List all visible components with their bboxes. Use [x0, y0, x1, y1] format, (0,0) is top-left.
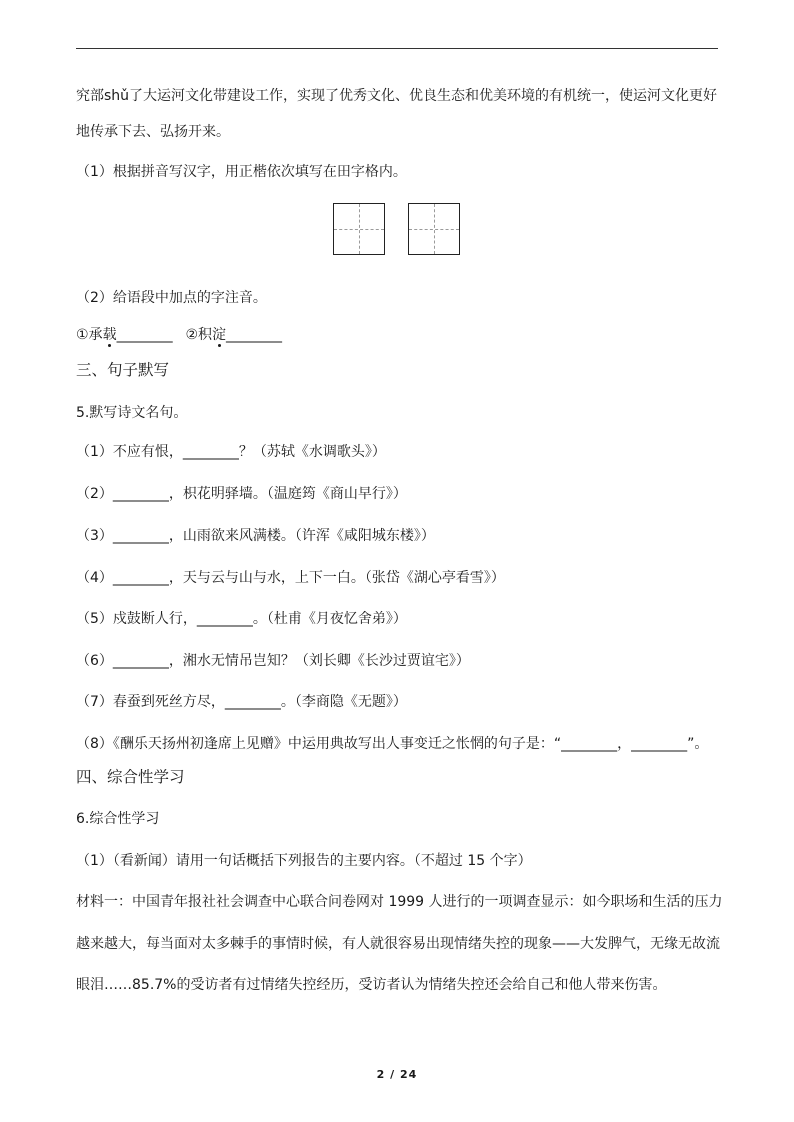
answer-blank-1[interactable]: ________ — [116, 327, 173, 343]
dotted-char-2: 淀 — [212, 327, 227, 343]
q4-sub2: （2）给语段中加点的字注音。 — [76, 290, 267, 306]
poem-item-4: （4）________，天与云与山与水，上下一白。（张岱《湖心亭看雪》） — [76, 570, 505, 586]
q6-title: 6.综合性学习 — [76, 811, 160, 827]
tianzige-box-2[interactable] — [408, 203, 460, 255]
intro-line-1: 究部shǔ了大运河文化带建设工作，实现了优秀文化、优良生态和优美环境的有机统一，使运河文化更好 — [76, 88, 718, 104]
poem-item-7: （7）春蚕到死丝方尽，________。（李商隐《无题》） — [76, 694, 407, 710]
tianzige-box-1[interactable] — [333, 203, 385, 255]
material-line-1: 材料一：中国青年报社社会调查中心联合问卷网对 1999 人进行的一项调查显示：如今职场和生活的压力 — [76, 894, 723, 910]
poem-item-6: （6）________，湘水无情吊岂知？（刘长卿《长沙过贾谊宅》） — [76, 653, 470, 669]
page-number: 2 / 24 — [376, 1068, 418, 1081]
q4-answer-line — [76, 325, 282, 345]
section-3-heading: 三、句子默写 — [76, 361, 170, 379]
section-4-heading: 四、综合性学习 — [76, 768, 185, 786]
poem-item-1: （1）不应有恨，________？（苏轼《水调歌头》） — [76, 444, 386, 460]
poem-item-5: （5）戍鼓断人行，________。（杜甫《月夜忆舍弟》） — [76, 611, 407, 627]
answer-prefix-2: ②积 — [185, 327, 213, 343]
material-line-2: 越来越大，每当面对太多棘手的事情时候，有人就很容易出现情绪失控的现象——大发脾气，无缘无故流 — [76, 936, 720, 952]
header-rule — [76, 48, 718, 49]
dotted-char-1: 载 — [102, 327, 117, 343]
q4-sub1: （1）根据拼音写汉字，用正楷依次填写在田字格内。 — [76, 164, 407, 180]
intro-line-2: 地传承下去、弘扬开来。 — [76, 124, 230, 140]
q5-title: 5.默写诗文名句。 — [76, 405, 188, 421]
answer-prefix-1: ①承 — [76, 327, 103, 343]
material-line-3: 眼泪……85.7%的受访者有过情绪失控经历，受访者认为情绪失控还会给自己和他人带来伤害。 — [76, 977, 667, 993]
poem-item-3: （3）________，山雨欲来风满楼。（许浑《咸阳城东楼》） — [76, 528, 435, 544]
poem-item-8: （8）《酬乐天扬州初逢席上见赠》中运用典故写出人事变迁之怅惘的句子是：“________，________”。 — [76, 736, 709, 752]
poem-item-2: （2）________，枳花明驿墙。（温庭筠《商山早行》） — [76, 486, 407, 502]
answer-blank-2[interactable]: ________ — [226, 327, 283, 343]
q6-sub1: （1）（看新闻）请用一句话概括下列报告的主要内容。（不超过 15 个字） — [76, 853, 532, 869]
